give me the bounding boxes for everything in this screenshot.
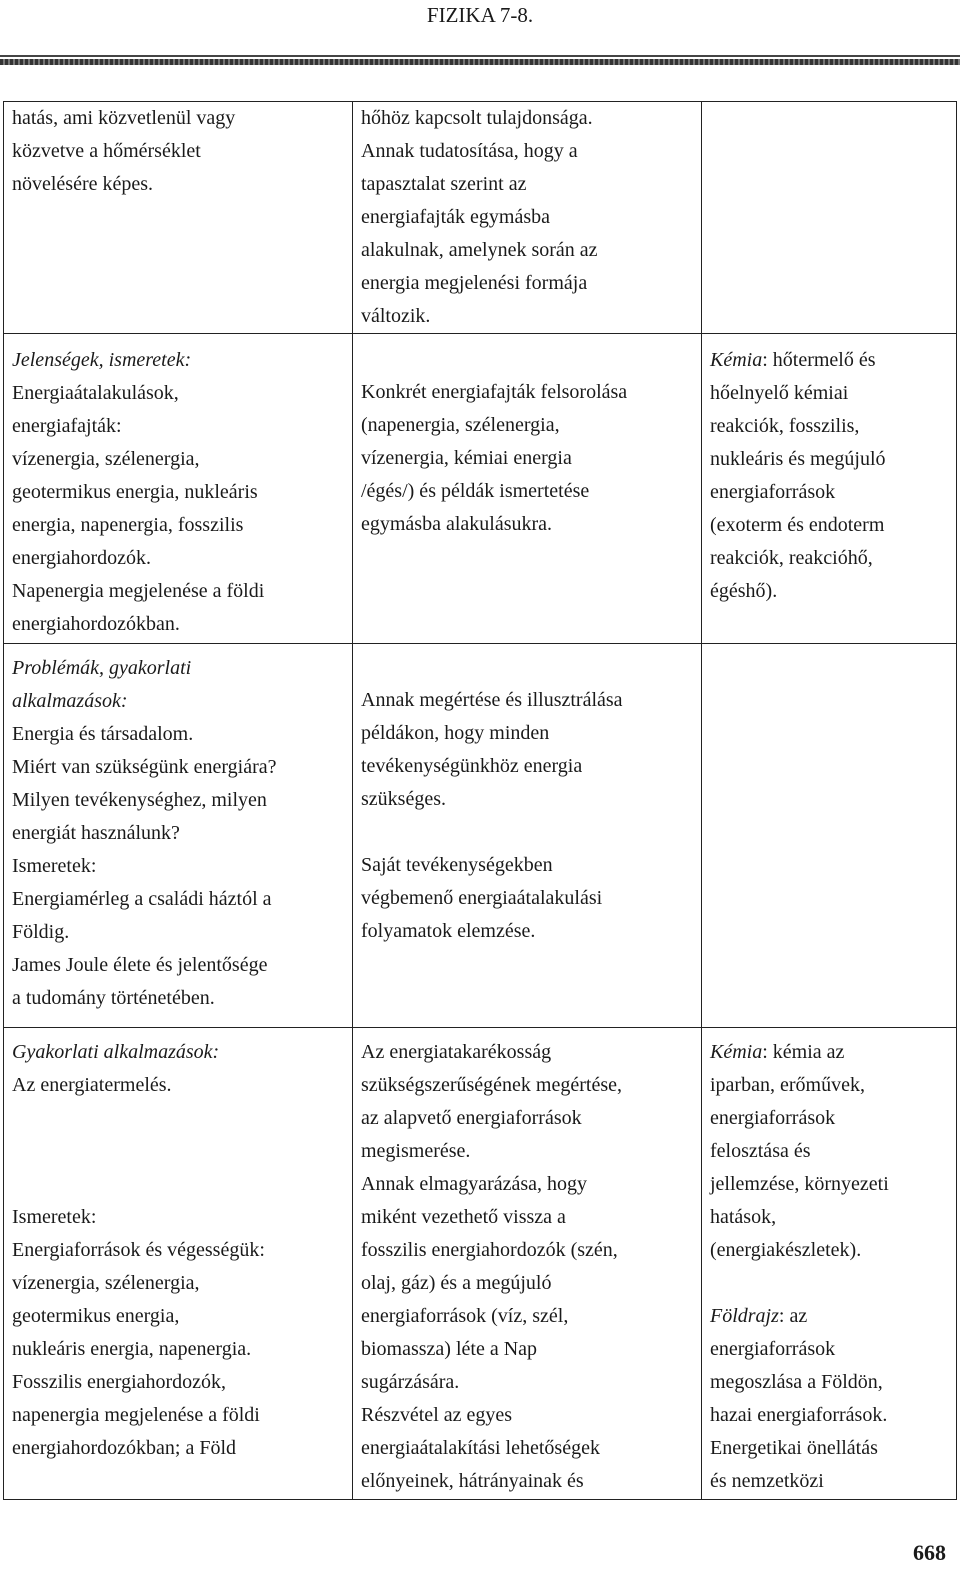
subject-label: Földrajz (710, 1305, 779, 1327)
text-line: folyamatok elemzése. (361, 920, 536, 942)
text-line: (exoterm és endoterm (710, 514, 885, 536)
text-line: energiafajták egymásba (361, 206, 550, 228)
text-line: energiaátalakítási lehetőségek (361, 1437, 600, 1459)
text-line: napenergia megjelenése a földi (12, 1404, 260, 1426)
header-divider (0, 55, 960, 67)
subject-label: Kémia (710, 349, 763, 371)
text-line: geotermikus energia, (12, 1305, 180, 1327)
text-line: hőhöz kapcsolt tulajdonsága. (361, 107, 593, 129)
content-cell (4, 644, 353, 1028)
objectives-cell (353, 102, 702, 334)
text-line: közvetve a hőmérséklet (12, 140, 201, 162)
text-line: sugárzására. (361, 1371, 460, 1393)
text-line (710, 1300, 950, 1333)
connections-cell (702, 334, 957, 644)
text-line: biomassza) léte a Nap (361, 1338, 538, 1360)
text-line: Energia és társadalom. (12, 723, 194, 745)
text-line: változik. (361, 305, 431, 327)
paragraph-gap (12, 1135, 346, 1168)
table-row (4, 334, 957, 644)
text-line: végbemenő energiaátalakulási (361, 887, 603, 909)
paragraph-gap (12, 1168, 346, 1201)
paragraph-gap (12, 1102, 346, 1135)
text-line: geotermikus energia, nukleáris (12, 481, 258, 503)
text-fragment: : kémia az (762, 1041, 845, 1063)
text-line: Ismeretek: (12, 855, 97, 877)
text-line: Miért van szükségünk energiára? (12, 756, 277, 778)
text-line: energia megjelenési formája (361, 272, 588, 294)
text-line: megoszlása a Földön, (710, 1371, 883, 1393)
text-line: hatások, (710, 1206, 777, 1228)
text-line: Konkrét energiafajták felsorolása (361, 381, 628, 403)
text-line: előnyeinek, hátrányainak és (361, 1470, 584, 1492)
text-line: hőelnyelő kémiai (710, 382, 849, 404)
section-heading: alkalmazások: (12, 690, 128, 712)
page-number: 668 (913, 1540, 946, 1565)
table-row (4, 1028, 957, 1500)
text-line: reakciók, reakcióhő, (710, 547, 873, 569)
text-line: energiaforrások (víz, szél, (361, 1305, 569, 1327)
text-line: nukleáris energia, napenergia. (12, 1338, 252, 1360)
text-line: Energiaátalakulások, (12, 382, 179, 404)
text-line: a tudomány történetében. (12, 987, 215, 1009)
text-line: Milyen tevékenységhez, milyen (12, 789, 267, 811)
text-line: megismerése. (361, 1140, 471, 1162)
text-line: vízenergia, szélenergia, (12, 1272, 200, 1294)
text-line: jellemzése, környezeti (710, 1173, 889, 1195)
text-line: hazai energiaforrások. (710, 1404, 888, 1426)
text-line: vízenergia, kémiai energia (361, 447, 572, 469)
text-line: miként vezethető vissza a (361, 1206, 566, 1228)
objectives-cell (353, 1028, 702, 1500)
text-line: (napenergia, szélenergia, (361, 414, 560, 436)
text-line: Ismeretek: (12, 1206, 97, 1228)
subject-label: Kémia (710, 1041, 763, 1063)
text-line: hatás, ami közvetlenül vagy (12, 107, 236, 129)
text-line: alakulnak, amelynek során az (361, 239, 598, 261)
objectives-cell (353, 334, 702, 644)
section-heading: Jelenségek, ismeretek: (12, 349, 192, 371)
text-line: energiahordozókban. (12, 613, 180, 635)
paragraph-gap (710, 1267, 950, 1300)
text-line: /égés/) és példák ismertetése (361, 480, 590, 502)
text-line: Földig. (12, 921, 70, 943)
text-line: Energiaforrások és végességük: (12, 1239, 265, 1261)
text-line (710, 1036, 950, 1069)
connections-cell (702, 644, 957, 1028)
text-line: Energiamérleg a családi háztól a (12, 888, 272, 910)
page-header-title: FIZIKA 7-8. (426, 3, 534, 27)
text-line: Napenergia megjelenése a földi (12, 580, 265, 602)
text-line: felosztása és (710, 1140, 811, 1162)
connections-cell (702, 102, 957, 334)
text-line (710, 344, 950, 377)
text-line: Az energiatakarékosság (361, 1041, 552, 1063)
table-row (4, 102, 957, 334)
text-fragment: : az (778, 1305, 808, 1327)
text-line: Fosszilis energiahordozók, (12, 1371, 227, 1393)
text-line: energiaforrások (710, 481, 836, 503)
text-line: Az energiatermelés. (12, 1074, 172, 1096)
section-heading: Gyakorlati alkalmazások: (12, 1041, 220, 1063)
section-heading: Problémák, gyakorlati (12, 657, 192, 679)
text-line: példákon, hogy minden (361, 722, 550, 744)
text-line: iparban, erőművek, (710, 1074, 865, 1096)
table-row (4, 644, 957, 1028)
connections-cell (702, 1028, 957, 1500)
text-line: egymásba alakulásukra. (361, 513, 553, 535)
text-line: James Joule élete és jelentősége (12, 954, 268, 976)
content-cell (4, 334, 353, 644)
text-line: szükséges. (361, 788, 446, 810)
text-line: Részvétel az egyes (361, 1404, 513, 1426)
text-line: Energetikai önellátás (710, 1437, 878, 1459)
text-line: Annak megértése és illusztrálása (361, 689, 623, 711)
text-line: energiahordozókban; a Föld (12, 1437, 237, 1459)
text-line: energiaforrások (710, 1338, 836, 1360)
text-line: reakciók, fosszilis, (710, 415, 860, 437)
text-fragment: : hőtermelő és (762, 349, 876, 371)
text-line: energiaforrások (710, 1107, 836, 1129)
text-line: energiát használunk? (12, 822, 180, 844)
text-line: olaj, gáz) és a megújuló (361, 1272, 552, 1294)
text-line: szükségszerűségének megértése, (361, 1074, 622, 1096)
content-cell (4, 1028, 353, 1500)
text-line: (energiakészletek). (710, 1239, 862, 1261)
text-line: Saját tevékenységekben (361, 854, 553, 876)
text-line: tevékenységünkhöz energia (361, 755, 583, 777)
objectives-cell (353, 644, 702, 1028)
text-line: és nemzetközi (710, 1470, 824, 1492)
curriculum-table (3, 101, 957, 1500)
paragraph-gap (361, 816, 695, 849)
text-line: fosszilis energiahordozók (szén, (361, 1239, 618, 1261)
text-line: Annak tudatosítása, hogy a (361, 140, 578, 162)
text-line: energia, napenergia, fosszilis (12, 514, 244, 536)
text-line: vízenergia, szélenergia, (12, 448, 200, 470)
content-cell (4, 102, 353, 334)
text-line: az alapvető energiaforrások (361, 1107, 582, 1129)
text-line: égéshő). (710, 580, 778, 602)
text-line: növelésére képes. (12, 173, 154, 195)
text-line: nukleáris és megújuló (710, 448, 886, 470)
text-line: Annak elmagyarázása, hogy (361, 1173, 588, 1195)
text-line: tapasztalat szerint az (361, 173, 527, 195)
text-line: energiafajták: (12, 415, 122, 437)
text-line: energiahordozók. (12, 547, 152, 569)
